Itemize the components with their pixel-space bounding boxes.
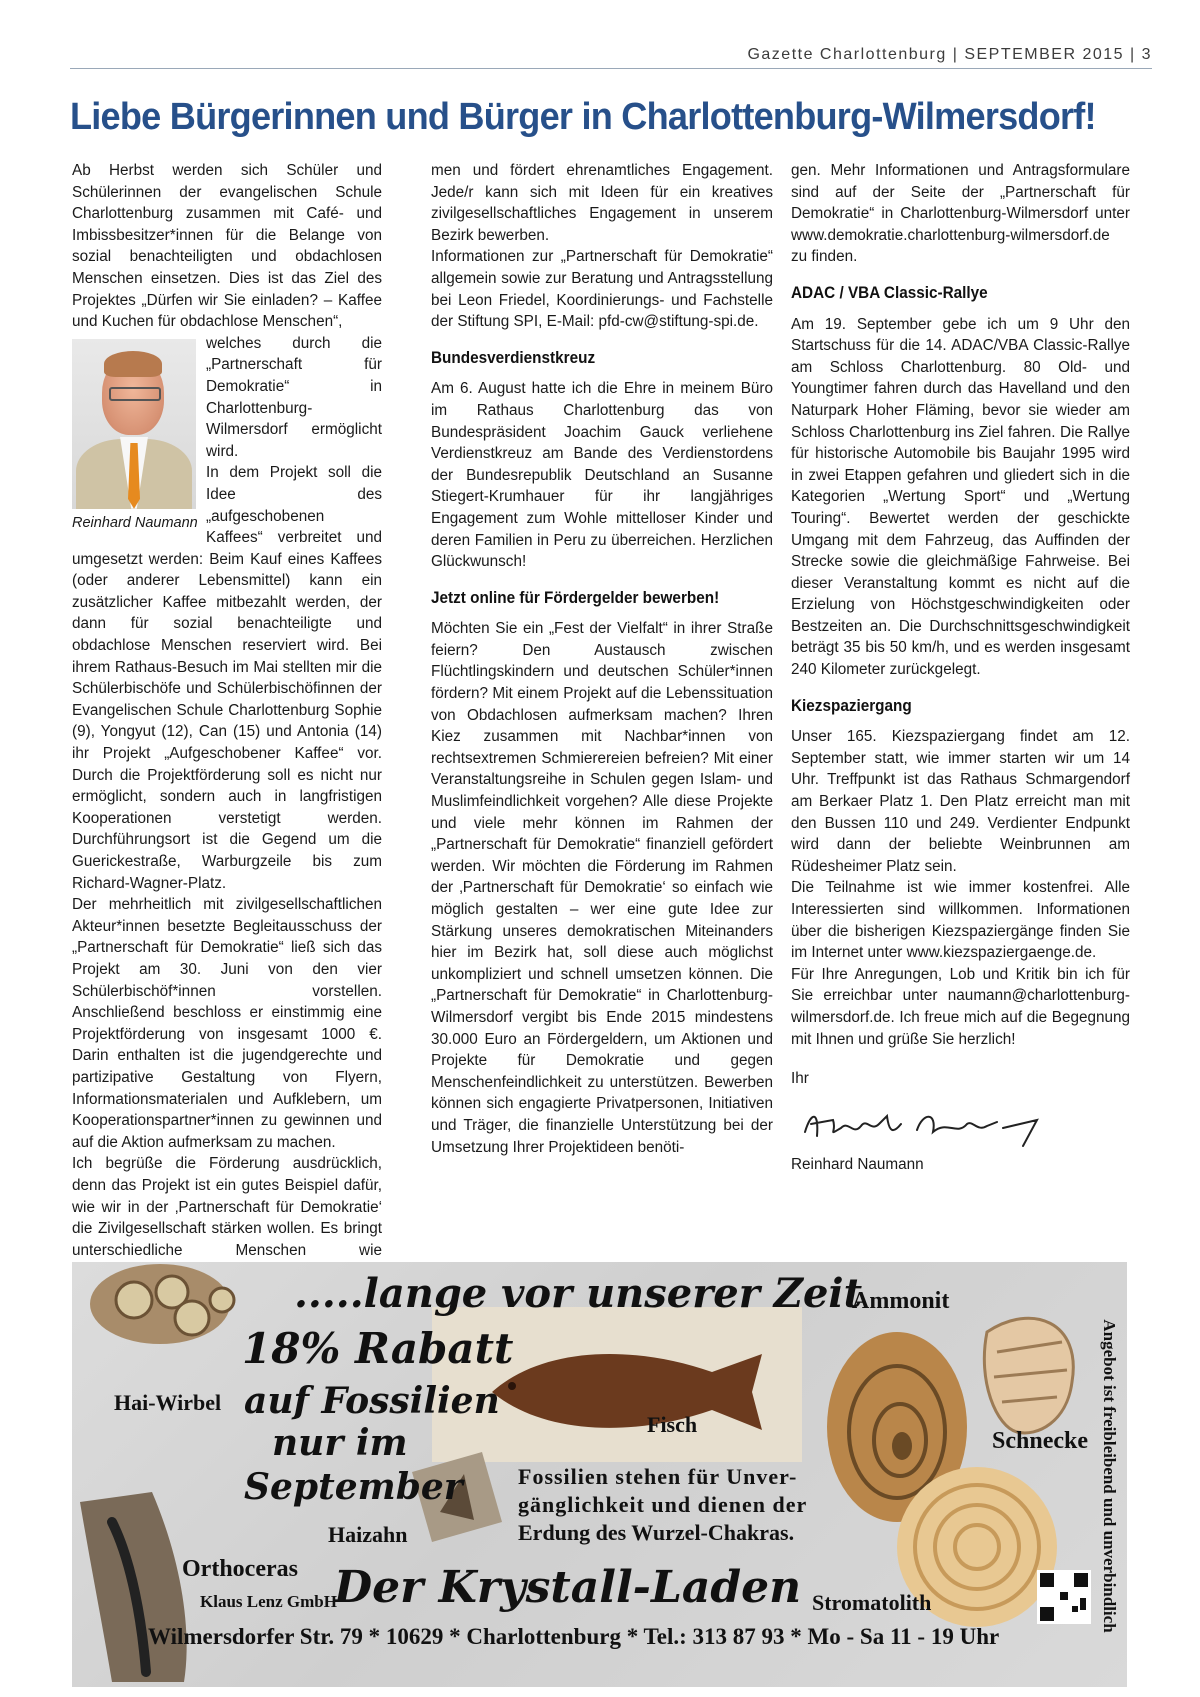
col3-paragraph-5: Für Ihre Anregungen, Lob und Kritik bin ich für Sie erreichbar unter naumann@charlottenburg-wilmersdorf.de. Ich freue mich auf die Begegnung mit Ihnen und grüße Sie herzlich! <box>791 965 1130 1048</box>
subhead-rallye: ADAC / VBA Classic-Rallye <box>791 282 988 302</box>
col2-paragraph-4: Möchten Sie ein „Fest der Vielfalt“ in ihrer Straße feiern? Den Austausch zwischen Flüchtlingskindern und deutschen Schüler*innen fördern? Mit einem Projekt auf die Lebenssituation von Obdachlosen aufmerksam machen? Ihren Kiez zusammen mit Nachbar*innen von rechtsextremen Schmierereien befreien? Mit einer Veranstaltungsreihe in Schulen gegen Islam- und Muslimfeindlichkeit vorgehen? Alle diese Projekte und viele mehr können im Rahmen der „Partnerschaft für Demokratie“ finanziell gefördert werden. Wir möchten die Förderung im Rahmen der ‚Partnerschaft für Demokratie‘ so einfach wie möglich gestalten – wer eine gute Idee zur Stärkung unseres demokratischen Miteinanders hier im Bezirk hat, soll diese auch möglichst unkompliziert und schnell umsetzen können. Die „Partnerschaft für Demokratie“ in Charlottenburg-Wilmersdorf vergibt bis Ende 2015 mindestens 30.000 Euro an Fördergeldern, um Aktionen und Projekte für Demokratie und gegen Menschenfeindlichkeit zu unterstützen. Bewerben können sich engagierte Privatpersonen, Initiativen und Träger, die finanzielle Unterstützung bei der Umsetzung Ihrer Projektideen benöti- <box>431 620 773 1156</box>
ad-tagline: .....lange vor unserer Zeit <box>294 1270 863 1317</box>
ad-shop-name: Der Krystall-Laden <box>334 1562 802 1613</box>
col1-intro-rest: welches durch die „Partnerschaft für Demokratie“ in Charlottenburg-Wilmersdorf ermöglicht wird. <box>206 334 382 460</box>
col3-paragraph-3: Unser 165. Kiezspaziergang findet am 12. September statt, wie immer starten wir um 14 Uhr. Treffpunkt ist das Rathaus Schmargendorf am Berkaer Platz 1. Den Platz erreicht man mit den Bussen 110 und 249. Verdienter Endpunkt wird dann der beliebte Weinbrunnen am Rüdesheimer Platz sein. <box>791 728 1130 875</box>
page-header <box>0 0 1200 72</box>
signature-image <box>797 1102 1057 1150</box>
ad-nur-im: nur im <box>272 1422 408 1464</box>
ad-fossilien: auf Fossilien <box>244 1380 500 1422</box>
col3-paragraph-4: Die Teilnahme ist wie immer kostenfrei. Alle Interessierten sind willkommen. Informationen über die bisherigen Kiezspaziergänge finden Sie im Internet unter www.kiezspaziergaenge.de. <box>791 879 1130 962</box>
label-haizahn: Haizahn <box>328 1522 408 1547</box>
column-2 <box>431 160 773 1158</box>
advertisement-krystall-laden <box>72 1262 1127 1687</box>
orthoceras-fossil <box>80 1492 187 1682</box>
col1-paragraph-3: Der mehrheitlich mit zivilgesellschaftlichen Akteur*innen besetzte Begleitausschuss der „Partnerschaft für Demokratie“ ließ sich das Projekt am 30. Juni von den vier Schülerbischöf*innen vorstellen. Anschließend beschloss er einstimmig eine Projektförderung von insgesamt 1000 €. Darin enthalten ist die jugendgerechte und partizipative Gestaltung von Flyern, Informationsmaterialen und Aufklebern, um Kooperationspartner*innen zu gewinnen und auf die Aktion aufmerksam zu machen. <box>72 896 382 1151</box>
subhead-foerdergelder: Jetzt online für Fördergelder bewerben! <box>431 587 720 607</box>
ad-claim-line-3: Erdung des Wurzel-Chakras. <box>518 1520 795 1545</box>
label-fisch: Fisch <box>647 1412 698 1437</box>
col1-paragraph-2: In dem Projekt soll die Idee des „aufgeschobenen Kaffees“ verbreitet und umgesetzt werden: Beim Kauf eines Kaffees (oder anderer Lebensmittel) kann ein zusätzlicher Kaffee mitbezahlt werden, der dann für sozial benachteiligte und obdachlose Menschen reserviert wird. Bei ihrem Rathaus-Besuch im Mai stellten mir die Schülerbischöfe und Schülerbischöfinnen der Evangelischen Schule Charlottenburg Sophie (9), Yongyut (12), Can (15) und Antonia (14) ihr Projekt „Aufgeschobener Kaffee“ vor. Durch die Projektförderung soll es nicht nur ermöglicht, sondern auch in langfristigen Kooperationen verstetigt werden. Durchführungsort ist die Gegend um die Guerickestraße, Warburgzeile bis zum Richard-Wagner-Platz. <box>72 464 382 892</box>
hai-wirbel-fossil <box>90 1264 234 1344</box>
portrait-caption: Reinhard Naumann <box>72 514 198 531</box>
ad-september: September <box>244 1466 463 1508</box>
col2-paragraph-2: Informationen zur „Partnerschaft für Demokratie“ allgemein sowie zur Beratung und Antragsstellung bei Leon Friedel, Koordinierungs- und Fachstelle der Stiftung SPI, E-Mail: pfd-cw@stiftung-spi.de. <box>431 248 773 331</box>
subhead-kiezspaziergang: Kiezspaziergang <box>791 695 912 715</box>
header-rule <box>70 68 1152 69</box>
ad-claim-line-2: gänglichkeit und dienen der <box>518 1492 808 1517</box>
signature-name: Reinhard Naumann <box>791 1155 924 1173</box>
label-schnecke: Schnecke <box>992 1428 1088 1454</box>
label-hai-wirbel: Hai-Wirbel <box>114 1390 222 1415</box>
ad-address: Wilmersdorfer Str. 79 * 10629 * Charlottenburg * Tel.: 313 87 93 * Mo - Sa 11 - 19 Uhr <box>148 1624 1000 1649</box>
label-ammonit: Ammonit <box>852 1288 950 1314</box>
qr-code <box>1037 1570 1091 1624</box>
header-text: Gazette Charlottenburg | SEPTEMBER 2015 | 3 <box>747 46 1152 63</box>
portrait-figure <box>72 339 196 535</box>
schnecke-fossil <box>984 1318 1073 1433</box>
page-headline: Liebe Bürgerinnen und Bürger in Charlottenburg-Wilmersdorf! <box>70 96 1096 138</box>
label-orthoceras: Orthoceras <box>182 1556 298 1582</box>
ad-claim-line-1: Fossilien stehen für Unver- <box>518 1464 798 1489</box>
column-1 <box>72 160 382 1304</box>
col3-paragraph-2: Am 19. September gebe ich um 9 Uhr den Startschuss für die 14. ADAC/VBA Classic-Rallye am Schloss Charlottenburg. 80 Old- und Youngtimer fahren durch das Havelland und den Naturpark Hoher Fläming, bevor sie wieder am Schloss Charlottenburg ins Ziel fahren. Die Rallye für historische Automobile bis Baujahr 1995 wird in zwei Etappen gefahren und gliedert sich in die Kategorien „Wertung Sport“ und „Wertung Touring“. Bewertet werden der geschickte Umgang mit dem Fahrzeug, das Auffinden der Strecke sowie die gleichmäßige Fahrweise. Bei dieser Veranstaltung kommt es nicht auf die Erzielung von Höchstgeschwindigkeiten oder Bestzeiten an. Die Durchschnittsgeschwindigkeit beträgt 35 bis 50 km/h, und es werden insgesamt 240 Kilometer zurückgelegt. <box>791 315 1130 679</box>
column-3 <box>791 160 1130 1175</box>
label-stromatolith: Stromatolith <box>812 1590 932 1615</box>
subhead-bundesverdienstkreuz: Bundesverdienstkreuz <box>431 347 596 367</box>
col2-paragraph-1: men und fördert ehrenamtliches Engagement. Jede/r kann sich mit Ideen für ein kreatives zivilgesellschaftliches Engagement in unserem Bezirk bewerben. <box>431 162 773 244</box>
ad-company: Klaus Lenz GmbH <box>200 1592 337 1611</box>
col1-paragraph-4: Ich begrüße die Förderung ausdrücklich, denn das Projekt ist ein gutes Beispiel dafür, wie wir in der ‚Partnerschaft für Demokratie‘ die Zivilgesellschaft stärken wollen. Es bringt unterschiedliche Menschen wie <box>72 1155 382 1259</box>
closing-text: Ihr <box>791 1070 809 1088</box>
ad-disclaimer-vertical <box>1097 1276 1121 1676</box>
col3-paragraph-1: gen. Mehr Informationen und Antragsformulare sind auf der Seite der „Partnerschaft für Demokratie“ in Charlottenburg-Wilmersdorf unter www.demokratie.charlottenburg-wilmersdorf.de zu finden. <box>791 162 1130 266</box>
ad-disclaimer: Angebot ist freibleibend und unverbindlich <box>1100 1319 1119 1633</box>
col2-paragraph-3: Am 6. August hatte ich die Ehre in meinem Büro im Rathaus Charlottenburg das von Bundespräsident Joachim Gauck verliehene Verdienstkreuz am Bande des Verdienstordens der Bundesrepublik Deutschland an Susanne Stiegert-Krumhauer für ihr langjähriges Engagement zum Wohle mittelloser Kinder und deren Familien in Peru zu überreichen. Herzlichen Glückwunsch! <box>431 380 773 571</box>
portrait-photo <box>72 339 196 509</box>
ad-rabatt: 18% Rabatt <box>242 1324 514 1373</box>
col1-intro-lead: Ab Herbst werden sich Schüler und Schülerinnen der evangelischen Schule Charlottenburg zusammen mit Café- und Imbissbesitzer*innen für die Belange von sozial benachteiligten und obdachlosen Menschen einsetzen. Dies ist das Ziel des Projektes „Dürfen wir Sie einladen? – Kaffee und Kuchen für obdachlose Menschen“, <box>72 162 382 331</box>
